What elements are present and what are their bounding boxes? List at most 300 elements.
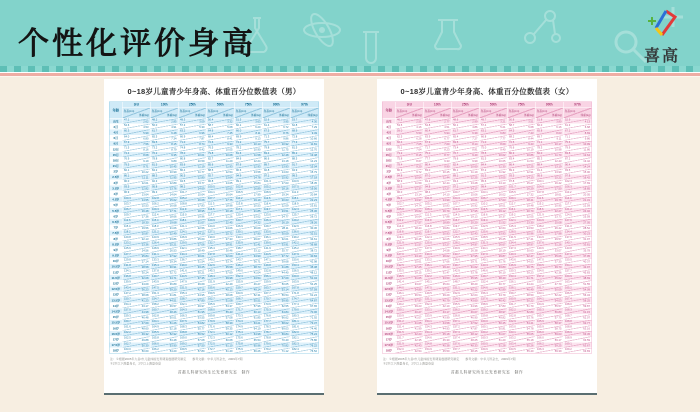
height-value: 107.7 [208, 196, 215, 200]
weight-value: 15.22 [554, 176, 562, 180]
data-cell [396, 191, 424, 196]
data-cell [235, 253, 263, 258]
note-line-2: ②2岁以下测量身长，2岁以上测量身高 [383, 362, 435, 366]
data-cell [452, 314, 480, 319]
age-cell: 6岁 [383, 214, 396, 219]
age-cell: 14岁 [383, 303, 396, 308]
data-cell [291, 331, 319, 336]
weight-value: 8.15 [171, 142, 177, 146]
height-value: 84.4 [481, 163, 487, 167]
age-cell: 9岁 [110, 247, 123, 252]
data-cell [123, 202, 151, 207]
height-value: 69.7 [537, 135, 543, 139]
age-column-header: 年龄 [110, 102, 123, 118]
height-value: 141.4 [397, 280, 404, 284]
data-cell [424, 202, 452, 207]
weight-value: 25.08 [554, 221, 562, 225]
weight-value: 57.59 [310, 288, 317, 292]
weight-value: 22.43 [470, 232, 478, 236]
data-cell [480, 146, 508, 151]
weight-value: 20.87 [141, 232, 149, 236]
height-value: 92.3 [152, 180, 158, 184]
data-cell [151, 169, 179, 174]
data-cell [564, 348, 592, 353]
age-cell: 16岁 [110, 325, 123, 330]
data-cell [452, 124, 480, 129]
height-unit-label: 身高(cm) [207, 110, 219, 113]
data-cell [564, 130, 592, 135]
height-value: 59.0 [397, 129, 403, 133]
height-value: 171.7 [236, 308, 243, 312]
height-value: 72.8 [292, 135, 298, 139]
data-cell [480, 314, 508, 319]
weight-value: 9.11 [556, 137, 562, 141]
height-value: 73.4 [453, 146, 459, 150]
height-value: 132.1 [180, 247, 187, 251]
data-cell [235, 197, 263, 202]
weight-value: 10.45 [442, 170, 450, 174]
table-footer: 首都儿科研究所生长发育研究室 制作 [177, 369, 251, 375]
weight-value: 30.23 [583, 232, 590, 236]
height-value: 131.5 [537, 230, 544, 234]
weight-value: 46.27 [253, 282, 261, 286]
weight-value: 49.14 [253, 288, 261, 292]
weight-value: 2.62 [143, 120, 149, 124]
data-cell [263, 292, 291, 297]
height-value: 154.0 [537, 269, 544, 273]
data-cell [452, 264, 480, 269]
data-cell [508, 247, 536, 252]
table-row [110, 258, 319, 264]
age-cell: 10.5岁 [383, 264, 396, 269]
height-value: 111.3 [292, 191, 299, 195]
data-cell [151, 292, 179, 297]
weight-value: 31.05 [414, 277, 422, 281]
height-value: 132.7 [208, 241, 215, 245]
height-value: 95.6 [481, 180, 487, 184]
height-value: 127.6 [425, 247, 432, 251]
weight-value: 12.64 [583, 154, 590, 158]
data-cell [424, 337, 452, 342]
weight-value: 7.64 [416, 148, 422, 152]
weight-value: 14.69 [197, 187, 205, 191]
data-cell [452, 342, 480, 347]
height-value: 123.0 [264, 213, 271, 217]
age-cell: 2.5岁 [383, 174, 396, 179]
data-cell [564, 191, 592, 196]
data-cell [564, 163, 592, 168]
data-cell [179, 130, 207, 135]
height-value: 160.7 [124, 319, 131, 323]
weight-value: 52.92 [169, 333, 177, 337]
weight-value: 63.83 [583, 349, 590, 353]
data-cell [536, 348, 564, 353]
data-cell [207, 320, 235, 325]
weight-value: 54.82 [197, 321, 205, 325]
weight-value: 18.16 [281, 187, 289, 191]
height-value: 71.7 [425, 146, 431, 150]
data-cell [424, 314, 452, 319]
data-cell [536, 292, 564, 297]
data-cell [291, 225, 319, 230]
data-cell [179, 202, 207, 207]
height-value: 154.1 [565, 263, 572, 267]
data-cell [123, 158, 151, 163]
data-cell [536, 275, 564, 280]
unit-cell [179, 108, 207, 118]
data-cell [291, 186, 319, 191]
weight-value: 5.50 [416, 131, 422, 135]
weight-value: 21.06 [169, 226, 177, 230]
height-value: 105.2 [180, 196, 187, 200]
height-value: 92.8 [264, 168, 270, 172]
weight-value: 3.09 [199, 120, 205, 124]
weight-value: 16.68 [197, 198, 205, 202]
weight-value: 53.37 [225, 305, 233, 309]
height-value: 101.7 [180, 191, 187, 195]
height-value: 137.6 [537, 241, 544, 245]
data-cell [179, 258, 207, 263]
data-cell [508, 298, 536, 303]
data-cell [452, 320, 480, 325]
data-cell [151, 191, 179, 196]
height-value: 179.0 [292, 308, 299, 312]
weight-value: 23.36 [141, 243, 149, 247]
table-footer: 首都儿科研究所生长发育研究室 制作 [450, 369, 524, 375]
weight-value: 31.41 [253, 243, 261, 247]
weight-value: 11.19 [197, 165, 205, 169]
height-value: 86.4 [180, 168, 186, 172]
height-value: 168.8 [180, 331, 187, 335]
weight-value: 24.56 [141, 249, 149, 253]
data-cell [123, 141, 151, 146]
height-value: 149.8 [264, 263, 271, 267]
data-cell [480, 130, 508, 135]
data-cell [508, 208, 536, 213]
height-value: 81.5 [152, 163, 158, 167]
weight-unit-label: 体重(kg) [495, 114, 506, 117]
data-cell [396, 286, 424, 291]
weight-value: 6.28 [416, 137, 422, 141]
weight-value: 50.01 [169, 316, 177, 320]
height-value: 163.2 [509, 336, 516, 340]
height-value: 131.0 [565, 224, 572, 228]
age-cell: 21月 [110, 163, 123, 168]
data-cell [263, 242, 291, 247]
data-cell [179, 191, 207, 196]
data-cell [151, 314, 179, 319]
weight-value: 6.48 [171, 131, 177, 135]
data-cell [179, 286, 207, 291]
height-value: 156.1 [509, 280, 516, 284]
data-cell [452, 247, 480, 252]
weight-value: 23.27 [442, 243, 450, 247]
weight-value: 41.99 [414, 327, 422, 331]
age-cell: 17.5岁 [383, 342, 396, 347]
data-cell [424, 325, 452, 330]
weight-value: 48.45 [470, 349, 478, 353]
height-value: 130.3 [425, 252, 432, 256]
weight-value: 18.35 [310, 182, 317, 186]
data-cell [564, 208, 592, 213]
height-value: 170.9 [208, 319, 215, 323]
height-value: 80.4 [425, 163, 431, 167]
height-value: 165.9 [537, 319, 544, 323]
height-value: 133.3 [152, 258, 159, 262]
height-value: 84.6 [236, 157, 242, 161]
weight-value: 27.06 [197, 243, 205, 247]
data-cell [396, 119, 424, 124]
height-value: 163.4 [509, 342, 516, 346]
data-cell [263, 135, 291, 140]
weight-value: 34.90 [253, 254, 261, 258]
weight-value: 19.19 [253, 198, 261, 202]
height-value: 154.1 [425, 319, 432, 323]
height-value: 102.7 [397, 202, 404, 206]
data-cell [480, 342, 508, 347]
height-value: 62.5 [397, 135, 403, 139]
weight-value: 14.10 [442, 193, 450, 197]
weight-value: 58.39 [225, 321, 233, 325]
height-value: 175.9 [236, 347, 243, 351]
weight-value: 33.91 [281, 243, 289, 247]
height-value: 61.7 [152, 129, 158, 133]
age-column-header: 年龄 [383, 102, 396, 118]
data-cell [235, 247, 263, 252]
data-cell [424, 286, 452, 291]
height-value: 115.0 [180, 213, 187, 217]
data-cell [263, 247, 291, 252]
weight-value: 22.23 [310, 198, 317, 202]
unit-cell [123, 108, 151, 118]
weight-value: 47.52 [470, 321, 478, 325]
data-cell [508, 264, 536, 269]
height-value: 162.7 [208, 297, 215, 301]
weight-value: 42.10 [442, 305, 450, 309]
data-cell [235, 208, 263, 213]
weight-value: 55.40 [526, 349, 534, 353]
data-cell [424, 146, 452, 151]
data-cell [452, 130, 480, 135]
percentile-label: 10th [151, 102, 179, 108]
height-value: 163.1 [537, 291, 544, 295]
data-cell [536, 158, 564, 163]
weight-value: 9.71 [143, 165, 149, 169]
weight-value: 46.42 [498, 299, 506, 303]
percentile-label: 97th [564, 102, 592, 108]
weight-value: 66.62 [281, 316, 289, 320]
table-row [110, 213, 319, 219]
weight-value: 17.18 [310, 176, 317, 180]
data-cell [396, 208, 424, 213]
weight-value: 13.90 [554, 170, 562, 174]
weight-value: 53.14 [281, 288, 289, 292]
weight-value: 27.90 [253, 232, 261, 236]
data-cell [291, 214, 319, 219]
data-cell [179, 158, 207, 163]
weight-value: 10.45 [169, 165, 177, 169]
data-cell [480, 292, 508, 297]
percentile-label: 10th [424, 102, 452, 108]
height-value: 64.6 [208, 129, 214, 133]
data-cell [235, 309, 263, 314]
data-cell [151, 225, 179, 230]
weight-value: 48.50 [526, 294, 534, 297]
weight-value: 76.22 [310, 344, 317, 348]
data-cell [508, 219, 536, 224]
weight-value: 14.23 [310, 159, 317, 163]
data-cell [480, 275, 508, 280]
height-value: 74.2 [236, 140, 242, 144]
height-value: 113.8 [236, 202, 243, 206]
weight-value: 19.43 [414, 232, 422, 236]
data-cell [564, 258, 592, 263]
height-value: 160.3 [481, 336, 488, 340]
data-cell [263, 158, 291, 163]
height-value: 82.0 [537, 152, 543, 156]
note-line-1: 注：①根据2005年九省/市儿童体格发育调查数据研究制定 参考文献：中华儿科杂志，2009年7期 [110, 357, 243, 361]
height-value: 48.6 [453, 118, 459, 122]
weight-value: 31.54 [197, 260, 205, 264]
data-cell [452, 191, 480, 196]
weight-value: 6.39 [472, 131, 478, 135]
percentile-label: 3rd [123, 102, 151, 108]
height-value: 147.0 [537, 258, 544, 262]
height-value: 141.9 [264, 247, 271, 251]
height-value: 173.6 [264, 303, 271, 307]
weight-value: 7.45 [227, 131, 233, 135]
data-cell [207, 208, 235, 213]
weight-value: 22.09 [281, 204, 289, 208]
weight-value: 10.92 [281, 142, 289, 146]
age-cell: 10岁 [110, 258, 123, 263]
height-value: 147.8 [397, 297, 404, 301]
weight-value: 63.45 [583, 333, 590, 337]
weight-value: 50.22 [526, 299, 534, 303]
weight-value: 31.47 [442, 271, 450, 275]
height-value: 146.0 [453, 275, 460, 279]
height-unit-label: 身高(cm) [179, 110, 191, 113]
age-cell: 17岁 [110, 337, 123, 342]
weight-value: 3.32 [227, 120, 233, 124]
weight-value: 39.70 [554, 266, 562, 270]
height-value: 131.3 [481, 241, 488, 245]
data-cell [564, 124, 592, 129]
weight-value: 26.42 [554, 226, 562, 230]
height-value: 174.3 [236, 319, 243, 323]
data-cell [151, 135, 179, 140]
table-row [383, 208, 592, 214]
data-cell [235, 202, 263, 207]
table-row [383, 269, 592, 275]
data-cell [396, 180, 424, 185]
height-value: 94.8 [425, 185, 431, 189]
height-value: 143.6 [509, 258, 516, 262]
data-cell [179, 214, 207, 219]
table-row [383, 336, 592, 342]
data-cell [291, 337, 319, 342]
weight-value: 47.09 [281, 277, 289, 281]
height-value: 154.6 [425, 336, 432, 340]
weight-value: 41.23 [141, 299, 149, 303]
height-value: 144.5 [264, 252, 271, 256]
data-cell [263, 225, 291, 230]
weight-value: 16.42 [583, 176, 590, 180]
data-cell [151, 258, 179, 263]
data-cell [452, 275, 480, 280]
weight-value: 33.81 [583, 243, 590, 247]
data-cell [151, 298, 179, 303]
weight-value: 32.72 [169, 271, 177, 275]
height-value: 137.3 [509, 247, 516, 251]
height-value: 116.8 [397, 230, 404, 234]
weight-unit-label: 体重(kg) [194, 114, 205, 117]
data-cell [536, 191, 564, 196]
weight-value: 51.26 [169, 321, 177, 325]
weight-value: 30.46 [225, 249, 233, 253]
data-cell [291, 342, 319, 347]
data-cell [508, 119, 536, 124]
data-cell [536, 247, 564, 252]
height-value: 114.0 [453, 213, 460, 217]
weight-value: 43.99 [442, 316, 450, 320]
weight-value: 42.35 [414, 338, 422, 342]
height-value: 166.3 [180, 314, 187, 318]
height-value: 168.9 [565, 336, 572, 340]
height-value: 147.0 [565, 252, 572, 256]
weight-value: 19.56 [141, 226, 149, 230]
weight-value: 34.53 [526, 260, 534, 264]
height-value: 57.3 [180, 124, 186, 128]
data-cell [564, 286, 592, 291]
height-value: 171.6 [208, 325, 215, 329]
weight-value: 41.65 [414, 321, 422, 325]
age-cell: 8岁 [110, 236, 123, 241]
weight-value: 30.24 [141, 271, 149, 275]
height-value: 137.0 [481, 252, 488, 256]
weight-value: 29.15 [414, 271, 422, 275]
data-cell [123, 303, 151, 308]
height-value: 158.2 [152, 303, 159, 307]
data-cell [263, 130, 291, 135]
height-value: 109.7 [124, 213, 131, 217]
height-value: 144.0 [397, 286, 404, 290]
height-value: 178.7 [264, 331, 271, 335]
weight-value: 14.24 [583, 165, 590, 169]
data-cell [151, 219, 179, 224]
weight-value: 51.95 [197, 310, 205, 314]
height-value: 57.4 [481, 124, 487, 128]
weight-value: 47.69 [141, 321, 149, 325]
table-row [383, 124, 592, 130]
data-cell [396, 270, 424, 275]
height-value: 139.9 [124, 280, 131, 284]
height-value: 176.8 [264, 314, 271, 318]
weight-value: 3.51 [528, 120, 534, 124]
weight-unit-label: 体重(kg) [222, 114, 233, 117]
weight-value: 13.64 [225, 176, 233, 180]
height-value: 85.1 [453, 168, 459, 172]
height-value: 102.8 [236, 185, 243, 189]
weight-value: 71.12 [281, 349, 289, 353]
age-cell: 5.5岁 [383, 208, 396, 213]
height-value: 159.7 [236, 286, 243, 290]
height-value: 152.4 [481, 280, 488, 284]
data-cell [179, 152, 207, 157]
data-cell [536, 225, 564, 230]
height-value: 93.5 [124, 185, 130, 189]
height-value: 87.6 [236, 163, 242, 167]
